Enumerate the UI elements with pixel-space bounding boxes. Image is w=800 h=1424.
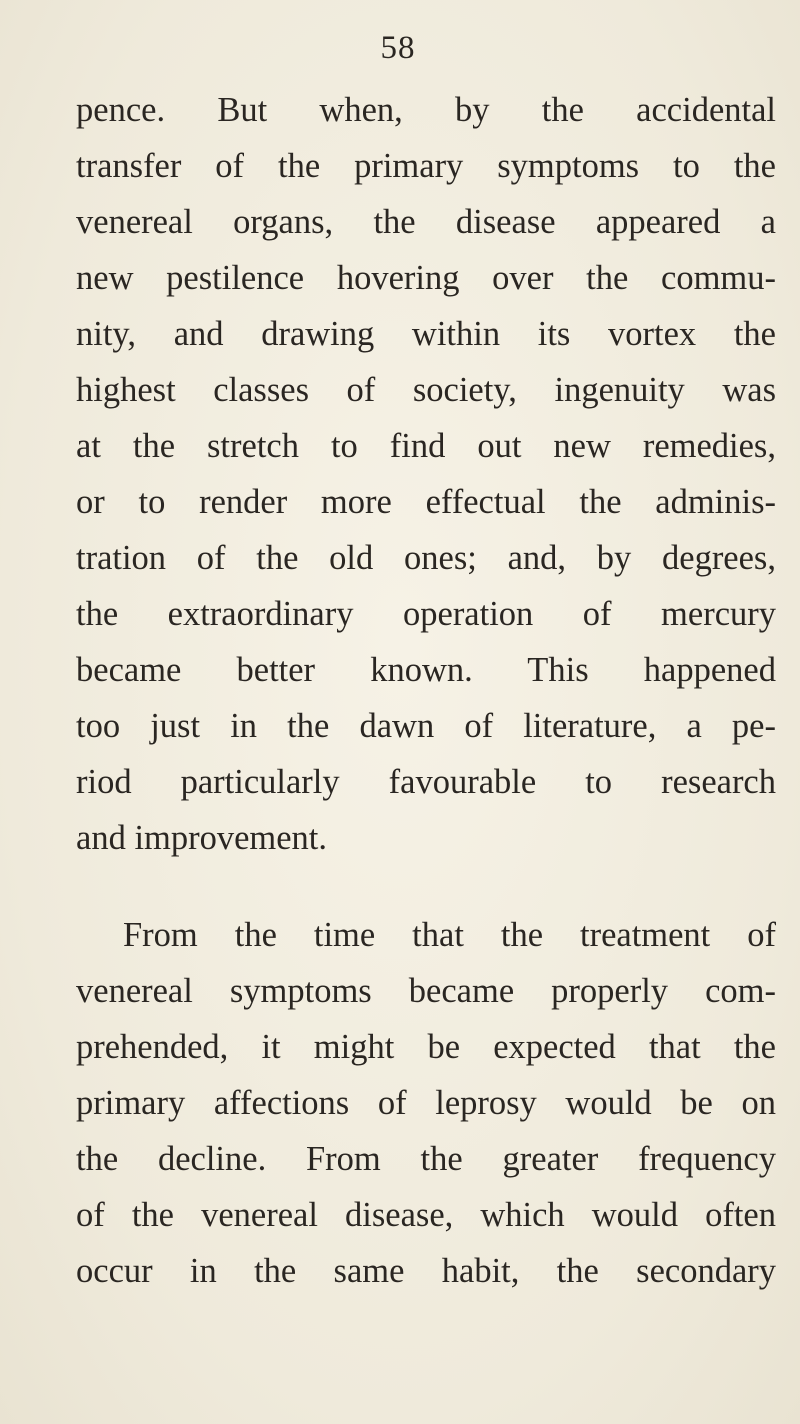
text-line: venereal organs, the disease appeared a bbox=[76, 203, 776, 241]
text-line: became better known. This happened bbox=[76, 651, 776, 689]
text-line: venereal symptoms became properly com- bbox=[76, 972, 776, 1010]
text-line: new pestilence hovering over the commu- bbox=[76, 259, 776, 297]
paragraph-2 bbox=[76, 907, 776, 1299]
text-line: From the time that the treatment of bbox=[123, 916, 776, 954]
text-line: pence. But when, by the accidental bbox=[76, 91, 776, 129]
text-line: tration of the old ones; and, by degrees, bbox=[76, 539, 776, 577]
text-line: or to render more effectual the adminis- bbox=[76, 483, 776, 521]
text-line: at the stretch to find out new remedies, bbox=[76, 427, 776, 465]
text-line: riod particularly favourable to research bbox=[76, 763, 776, 801]
text-line: the decline. From the greater frequency bbox=[76, 1140, 776, 1178]
page-number: 58 bbox=[380, 30, 416, 66]
text-line: of the venereal disease, which would often bbox=[76, 1196, 776, 1234]
text-line: prehended, it might be expected that the bbox=[76, 1028, 776, 1066]
text-line: too just in the dawn of literature, a pe- bbox=[76, 707, 776, 745]
text-line: transfer of the primary symptoms to the bbox=[76, 147, 776, 185]
text-line: and improvement. bbox=[76, 819, 328, 857]
text-line: nity, and drawing within its vortex the bbox=[76, 315, 776, 353]
text-line: occur in the same habit, the secondary bbox=[76, 1252, 776, 1290]
text-line: the extraordinary operation of mercury bbox=[76, 595, 776, 633]
text-line: primary affections of leprosy would be on bbox=[76, 1084, 776, 1122]
text-line: highest classes of society, ingenuity was bbox=[76, 371, 776, 409]
paragraph-1 bbox=[76, 82, 776, 866]
